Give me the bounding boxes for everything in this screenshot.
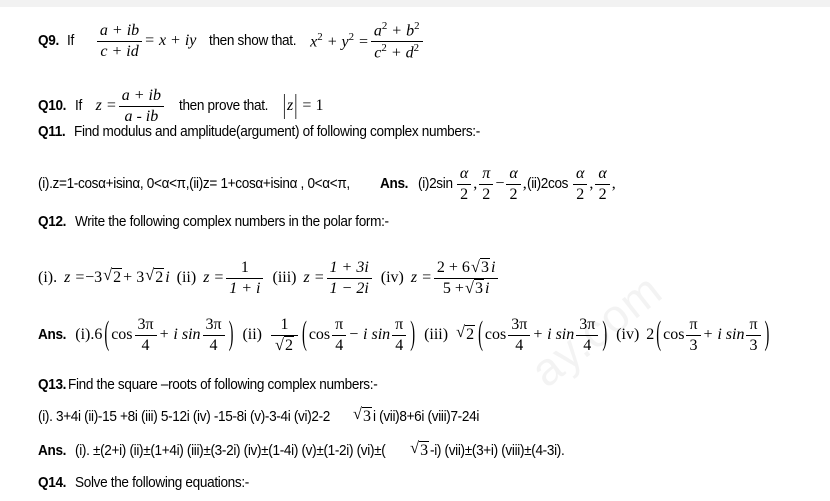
q9-equation-xiy: = x + iy <box>144 32 197 50</box>
q12-a1-cos-fraction: $\frac{3\pi}{4}$ <box>135 315 157 355</box>
q11-frac3-den: 2 <box>509 185 518 203</box>
q12-p1-sqrt-a: √ 2 <box>103 268 122 288</box>
q9-expression: $x^2 + y^2$ = <box>310 31 369 51</box>
q13-label: Q13. <box>38 377 67 393</box>
q12-p3-num: 1 + 3i <box>327 258 372 279</box>
q12-a2-sin-fraction: $\frac{\pi}{4}$ <box>392 315 406 355</box>
q10-modulus-expression: |z| = 1 <box>282 90 324 120</box>
q11-frac3-num: α <box>506 164 520 185</box>
q11-title-text: Find modulus and amplitude(argument) of following complex numbers:- <box>74 124 481 140</box>
q12-p1-sqrt-b: √ 2 <box>145 268 164 288</box>
q12-p4-index: (iv) <box>380 269 404 287</box>
q12-a2-cos-fraction: $\frac{\pi}{4}$ <box>332 315 346 355</box>
q11-ans-ii-fraction-2 <box>595 164 609 204</box>
question-q14-title <box>38 476 262 491</box>
q9-lhs-fraction <box>97 21 142 61</box>
q12-a2-op: − i sin <box>348 326 391 344</box>
q11-comma-4: , <box>611 175 616 193</box>
q13-problems-b: i (vii)8+6i (viii)7-24i <box>373 408 480 425</box>
q12-p3-den: 1 − 2i <box>329 279 369 297</box>
q12-a3-op: + i sin <box>532 326 575 344</box>
q12-p1-expr-b: + 3 <box>123 269 145 287</box>
q11-comma-3: , <box>589 175 594 193</box>
q12-p2-den: 1 + i <box>229 279 261 297</box>
question-q12-title <box>38 215 413 230</box>
q14-label: Q14. <box>38 475 67 491</box>
q12-p3-z: z = <box>303 269 325 287</box>
q11-frac4-den: 2 <box>576 185 585 203</box>
q11-comma-2: , <box>522 175 527 193</box>
q12-p2-fraction <box>226 258 263 298</box>
q12-p1-z: z = <box>64 269 86 287</box>
q11-ans-ii-prefix: (ii)2cos <box>526 175 568 192</box>
q13-title-text: Find the square –roots of following complex numbers:- <box>68 377 378 393</box>
q11-frac2-num: π <box>479 164 493 185</box>
q12-a1-index: (i). <box>75 326 95 344</box>
q9-lhs-denominator: c + id <box>100 42 139 60</box>
page-top-strip <box>0 0 830 7</box>
q10-fraction <box>119 86 164 126</box>
q11-frac5-den: 2 <box>598 185 607 203</box>
q12-a4-op: + i sin <box>702 326 745 344</box>
q12-p2-z: z = <box>203 269 225 287</box>
q9-label: Q9. <box>38 33 59 50</box>
q12-p3-fraction <box>327 258 372 298</box>
q12-a2-coefficient: 1 √ 2 <box>271 315 298 355</box>
q12-a2-paren-open: ( <box>301 315 307 354</box>
q11-label: Q11. <box>38 124 66 140</box>
q11-ans-i-prefix: (i)2sin <box>417 175 453 192</box>
q13-problems-a: (i). 3+4i (ii)-15 +8i (iii) 5-12i (iv) -15-8i (v)-3-4i (vi)2-2 <box>38 408 331 425</box>
question-q10 <box>38 86 323 126</box>
q11-frac2-den: 2 <box>482 185 491 203</box>
q13-problem-sqrt: √ 3 <box>353 407 372 427</box>
q12-title-text: Write the following complex numbers in the polar form:- <box>75 214 390 230</box>
question-q11-title <box>38 125 511 140</box>
q11-ans-i-fraction-1 <box>457 164 471 204</box>
q12-p4-fraction <box>434 258 498 299</box>
q11-ans-i-fraction-2 <box>479 164 493 204</box>
q10-z-equals: z = <box>95 97 117 115</box>
q12-a4-cos-fraction: $\frac{\pi}{3}$ <box>686 315 700 355</box>
q12-p1-expr-a: −3 <box>85 269 103 287</box>
q10-denominator: a - ib <box>124 107 159 125</box>
q12-p4-num: 2 + 6 √ 3 i <box>434 258 498 279</box>
q9-if-text: If <box>67 33 75 50</box>
q14-title-text: Solve the following equations:- <box>75 475 250 491</box>
q10-numerator: a + ib <box>119 86 164 107</box>
q12-a3-sin-fraction: $\frac{3\pi}{4}$ <box>576 315 598 355</box>
q11-comma-1: , <box>473 175 478 193</box>
q11-ans-ii-fraction-1 <box>573 164 587 204</box>
q12-p4-den: 5 + √ 3 i <box>434 279 498 299</box>
q11-ans-label: Ans. <box>380 175 409 192</box>
q12-a1-coef: 6 <box>94 326 103 344</box>
q12-a4-coef: 2 <box>646 326 655 344</box>
q11-ans-i-fraction-3 <box>506 164 520 204</box>
q13-ans-b: -i) (vii)±(3+i) (viii)±(4-3i). <box>430 442 565 459</box>
q12-a1-op: + i sin <box>158 326 201 344</box>
q11-minus-sign: − <box>495 175 505 193</box>
question-q13-answers <box>38 441 575 461</box>
q12-a2-paren-close: ) <box>410 315 416 354</box>
q12-p2-num: 1 <box>226 258 263 279</box>
q9-rhs-numerator: $a^2 + b^2$ <box>371 20 423 42</box>
q10-then-text: then prove that. <box>178 97 269 114</box>
q12-a1-sin-fraction: $\frac{3\pi}{4}$ <box>203 315 225 355</box>
q12-p1-index: (i). <box>38 269 58 287</box>
q10-if-text: If <box>75 97 83 114</box>
q11-frac5-num: α <box>595 164 609 185</box>
q10-label: Q10. <box>38 97 67 114</box>
q12-p4-z: z = <box>410 269 432 287</box>
q11-frac1-den: 2 <box>460 185 469 203</box>
q12-p2-index: (ii) <box>176 269 197 287</box>
q12-ans-label: Ans. <box>38 327 67 344</box>
q12-a3-cos: cos <box>484 326 507 344</box>
q13-ans-sqrt: √ 3 <box>410 441 429 461</box>
q12-a4-paren-open: ( <box>656 315 662 354</box>
q9-lhs-numerator: a + ib <box>97 21 142 42</box>
q9-then-text: then show that. <box>209 33 297 50</box>
q12-a3-paren-open: ( <box>478 315 483 354</box>
question-q13-problems <box>38 407 487 427</box>
q12-a1-cos: cos <box>111 326 133 344</box>
q12-a4-cos: cos <box>663 326 685 344</box>
q12-label: Q12. <box>38 214 67 230</box>
q12-p1-expr-c: i <box>165 269 170 287</box>
q12-a3-index: (iii) <box>424 326 449 344</box>
q9-rhs-denominator: $c^2 + d^2$ <box>374 41 420 62</box>
question-q11-body <box>38 164 616 204</box>
question-q9 <box>38 20 425 63</box>
question-q12-answers <box>38 315 771 355</box>
q12-p3-index: (iii) <box>272 269 297 287</box>
question-q13-title <box>38 378 401 393</box>
q12-a1-paren-close: ) <box>228 315 234 354</box>
q13-ans-a: (i). ±(2+i) (ii)±(1+4i) (iii)±(3-2i) (iv)±(1-4i) (v)±(1-2i) (vi)±( <box>75 442 386 459</box>
q12-a4-sin-fraction: $\frac{\pi}{3}$ <box>746 315 760 355</box>
q12-a2-cos: cos <box>308 326 331 344</box>
q12-a3-coef: √ 2 <box>456 325 475 345</box>
q12-a2-index: (ii) <box>242 326 262 344</box>
q13-ans-label: Ans. <box>38 442 67 459</box>
q12-a1-paren-open: ( <box>104 315 110 354</box>
q12-a3-paren-close: ) <box>602 315 608 354</box>
q9-rhs-fraction <box>371 20 423 63</box>
question-q12-problems <box>38 258 500 299</box>
q11-frac1-num: α <box>457 164 471 185</box>
q12-a3-cos-fraction: $\frac{3\pi}{4}$ <box>508 315 530 355</box>
q12-a4-index: (iv) <box>616 326 640 344</box>
q11-frac4-num: α <box>573 164 587 185</box>
q11-problems: (i).z=1-cosα+isinα, 0<α<π,(ii)z= 1+cosα+isinα , 0<α<π, <box>38 175 350 192</box>
q12-a4-paren-close: ) <box>764 315 770 354</box>
